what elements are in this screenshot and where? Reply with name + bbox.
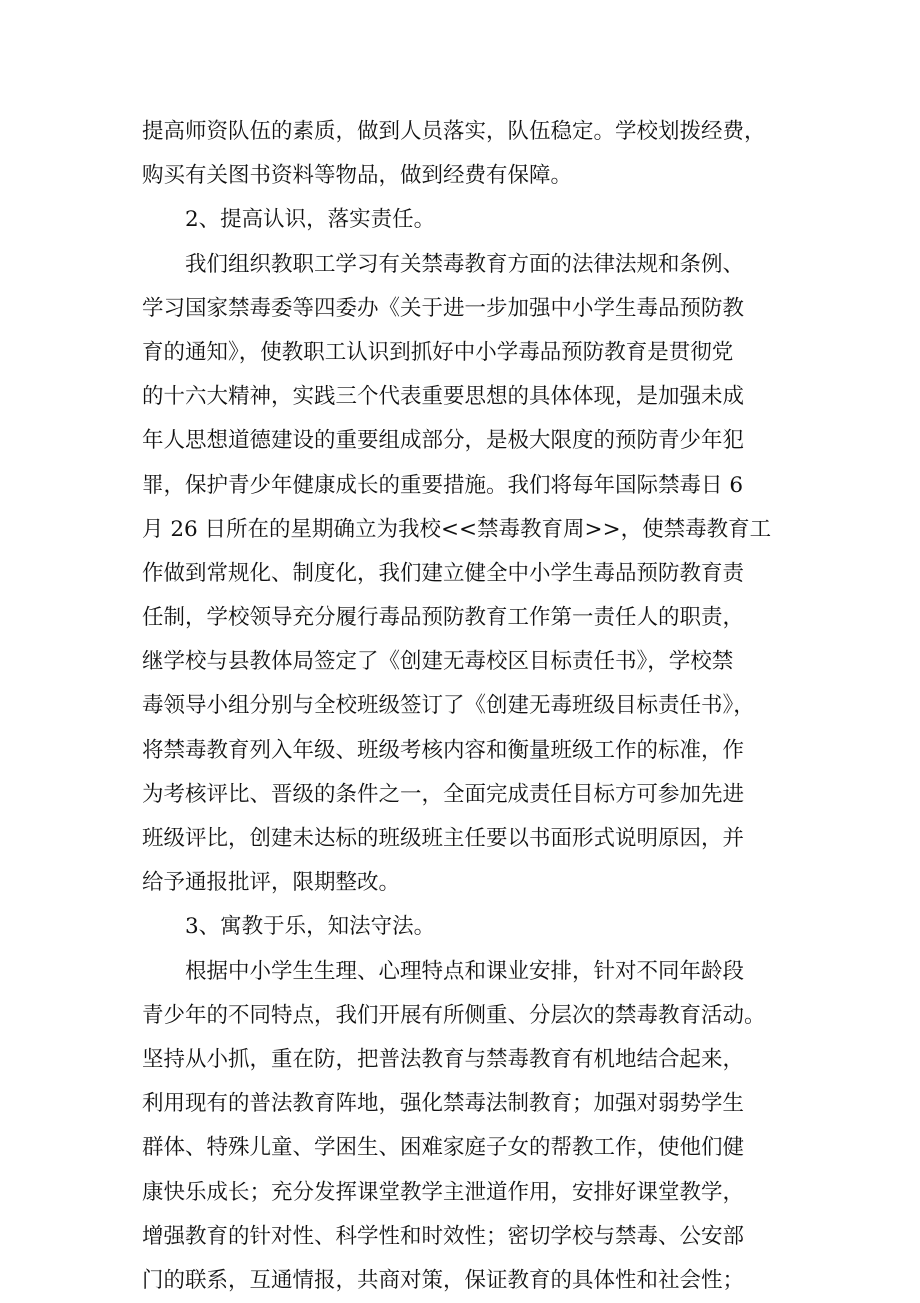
text-line: 根据中小学生生理、心理特点和课业安排，针对不同年龄段 xyxy=(185,958,745,984)
text-line: 的十六大精神，实践三个代表重要思想的具体体现，是加强未成 xyxy=(142,384,745,410)
text-line: 康快乐成长；充分发挥课堂教学主泄道作用，安排好课堂教学， xyxy=(142,1179,745,1205)
text-line: 年人思想道德建设的重要组成部分，是极大限度的预防青少年犯 xyxy=(142,428,745,454)
text-line: 门的联系，互通情报，共商对策，保证教育的具体性和社会性； xyxy=(142,1267,745,1293)
text-line: 2、提高认识，落实责任。 xyxy=(185,207,436,233)
text-line: 学习国家禁毒委等四委办《关于进一步加强中小学生毒品预防教 xyxy=(142,295,745,321)
text-line: 毒领导小组分别与全校班级签订了《创建无毒班级目标责任书》， xyxy=(142,693,755,719)
text-line: 增强教育的针对性、科学性和时效性；密切学校与禁毒、公安部 xyxy=(142,1223,745,1249)
text-line: 继学校与县教体局签定了《创建无毒校区目标责任书》，学校禁 xyxy=(142,649,734,675)
text-line: 购买有关图书资料等物品，做到经费有保障。 xyxy=(142,163,573,189)
text-line: 坚持从小抓，重在防，把普法教育与禁毒教育有机地结合起来， xyxy=(142,1046,745,1072)
text-line: 利用现有的普法教育阵地，强化禁毒法制教育；加强对弱势学生 xyxy=(142,1091,745,1117)
text-line: 提高师资队伍的素质，做到人员落实，队伍稳定。学校划拨经费， xyxy=(142,119,766,144)
text-line: 育的通知》，使教职工认识到抓好中小学毒品预防教育是贯彻党 xyxy=(142,339,734,365)
text-line: 我们组织教职工学习有关禁毒教育方面的法律法规和条例、 xyxy=(185,251,745,277)
text-line: 作做到常规化、制度化，我们建立健全中小学生毒品预防教育责 xyxy=(142,560,745,586)
text-line: 3、寓教于乐，知法守法。 xyxy=(185,914,436,940)
text-line: 青少年的不同特点，我们开展有所侧重、分层次的禁毒教育活动。 xyxy=(142,1002,766,1028)
text-line: 将禁毒教育列入年级、班级考核内容和衡量班级工作的标准，作 xyxy=(142,737,745,763)
text-line: 班级评比，创建未达标的班级班主任要以书面形式说明原因，并 xyxy=(142,826,745,851)
text-line: 月 26 日所在的星期确立为我校<<禁毒教育周>>，使禁毒教育工 xyxy=(142,516,772,542)
text-line: 群体、特殊儿童、学困生、困难家庭子女的帮教工作，使他们健 xyxy=(142,1135,745,1161)
text-line: 给予通报批评，限期整改。 xyxy=(142,870,401,896)
text-line: 任制，学校领导充分履行毒品预防教育工作第一责任人的职责， xyxy=(142,605,745,631)
text-line: 罪，保护青少年健康成长的重要措施。我们将每年国际禁毒日 6 xyxy=(142,472,744,498)
text-line: 为考核评比、晋级的条件之一，全面完成责任目标方可参加先进 xyxy=(142,781,745,807)
document-body xyxy=(142,110,782,1303)
